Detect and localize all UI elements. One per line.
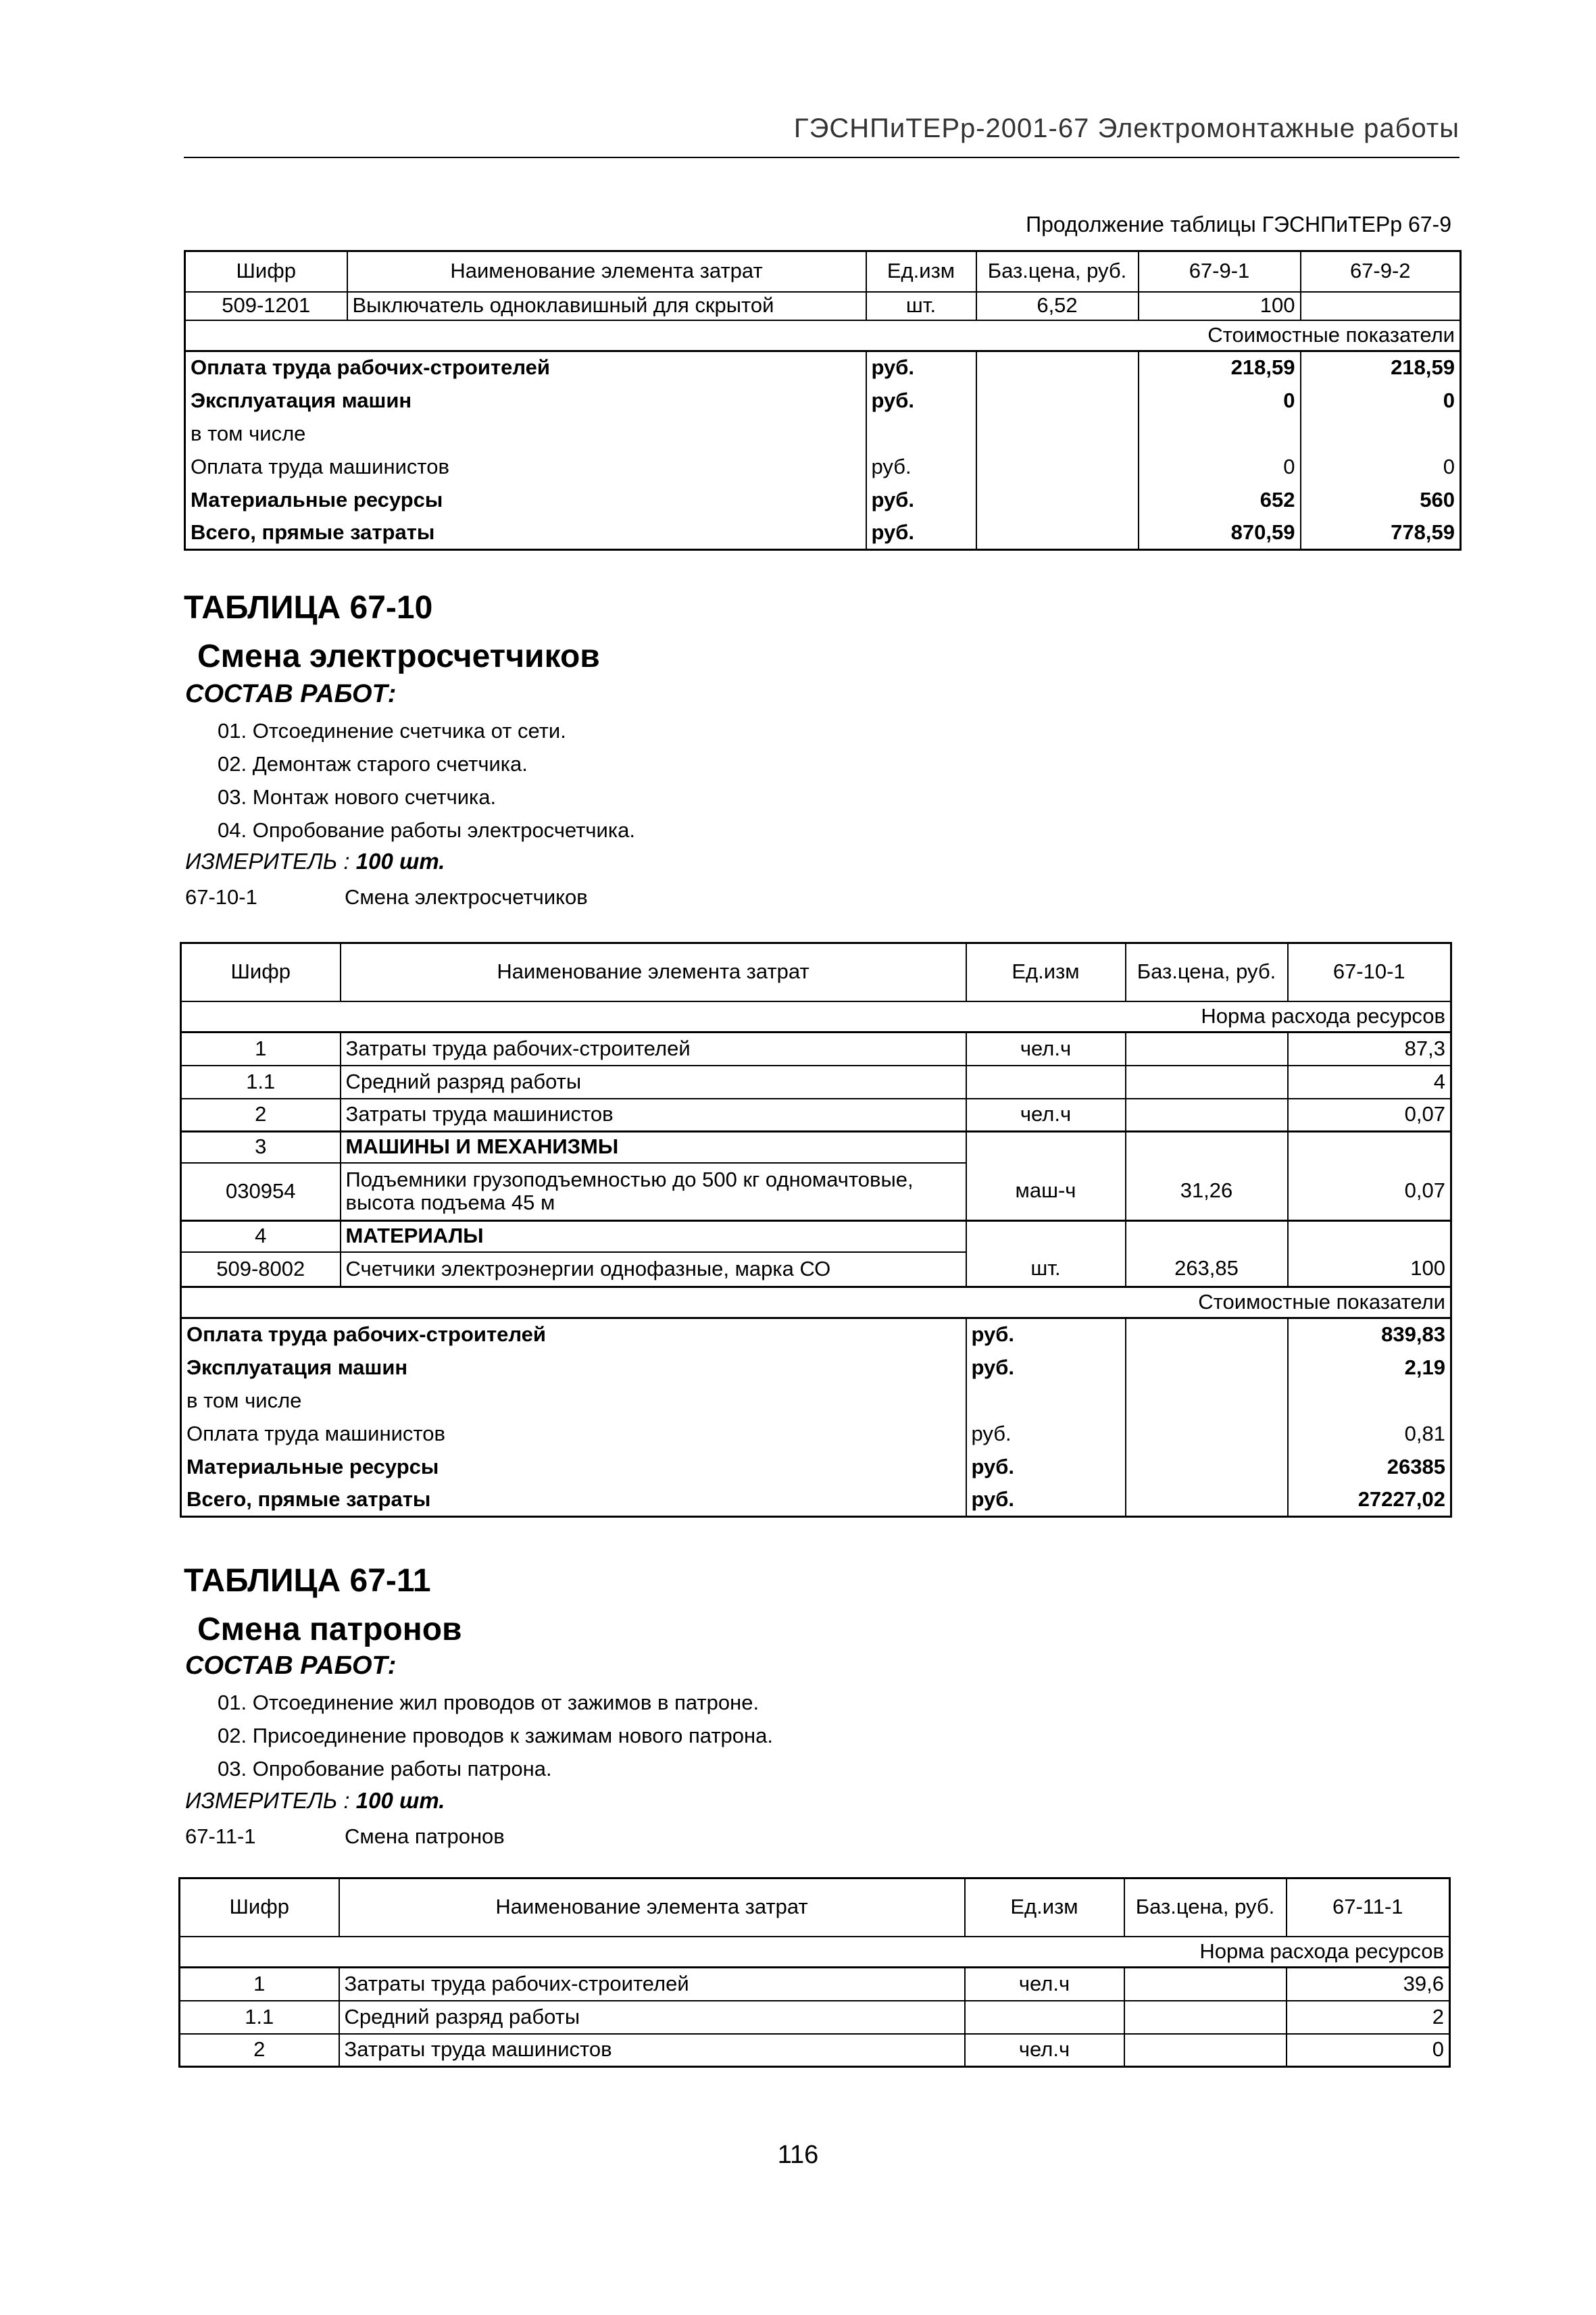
cost-label: Материальные ресурсы xyxy=(185,484,866,517)
cost-section-label: Стоимостные показатели xyxy=(185,320,1461,351)
cell-unit: шт. xyxy=(966,1252,1126,1287)
cost-unit xyxy=(866,418,976,451)
cost-value-2: 0 xyxy=(1301,384,1461,418)
cost-unit: руб. xyxy=(866,484,976,517)
col-header-unit: Ед.изм xyxy=(965,1878,1124,1937)
cost-label: Всего, прямые затраты xyxy=(181,1484,966,1517)
section-subtitle: Смена электросчетчиков xyxy=(197,639,600,674)
cost-value-1: 870,59 xyxy=(1139,517,1301,550)
cell-value xyxy=(1288,1221,1451,1252)
cell-value-1: 100 xyxy=(1139,292,1301,320)
table-row xyxy=(181,1221,1451,1252)
table-row xyxy=(181,1252,1451,1287)
table-row xyxy=(181,1163,1451,1221)
cell-name: МАШИНЫ И МЕХАНИЗМЫ xyxy=(341,1132,966,1163)
cost-value: 26385 xyxy=(1288,1451,1451,1484)
work-step: 02. Демонтаж старого счетчика. xyxy=(218,752,528,776)
norm-section-label: Норма расхода ресурсов xyxy=(180,1937,1450,1968)
col-header-price: Баз.цена, руб. xyxy=(1126,943,1288,1001)
cost-row xyxy=(181,1351,1451,1385)
cost-row xyxy=(181,1451,1451,1484)
cell-unit: чел.ч xyxy=(966,1099,1126,1132)
cell-unit xyxy=(966,1221,1126,1252)
cell-name: Подъемники грузоподъемностью до 500 кг одномачтовые, высота подъема 45 м xyxy=(341,1163,966,1221)
cost-value: 839,83 xyxy=(1288,1318,1451,1351)
cell-value-2 xyxy=(1301,292,1461,320)
cell-code: 2 xyxy=(181,1099,341,1132)
item-name: Смена патронов xyxy=(345,1824,505,1848)
cell-code: 1.1 xyxy=(180,2001,339,2034)
cost-unit: руб. xyxy=(966,1418,1126,1451)
cell-value: 39,6 xyxy=(1287,1968,1450,2001)
col-header-value: 67-11-1 xyxy=(1287,1878,1450,1937)
col-header-67-9-1: 67-9-1 xyxy=(1139,251,1301,292)
cost-unit: руб. xyxy=(866,451,976,484)
col-header-code: Шифр xyxy=(181,943,341,1001)
table-row xyxy=(181,1032,1451,1066)
cell-price xyxy=(1126,1099,1288,1132)
cost-row xyxy=(181,1318,1451,1351)
work-step: 03. Опробование работы патрона. xyxy=(218,1757,552,1781)
cell-code: 1.1 xyxy=(181,1066,341,1099)
col-header-code: Шифр xyxy=(180,1878,339,1937)
header-rule xyxy=(184,157,1460,158)
table-row xyxy=(181,1132,1451,1163)
cost-label: Оплата труда машинистов xyxy=(185,451,866,484)
cell-price xyxy=(1126,1032,1288,1066)
item-code: 67-10-1 xyxy=(185,885,257,909)
cell-name: Затраты труда рабочих-строителей xyxy=(339,1968,965,2001)
cell-name: Затраты труда машинистов xyxy=(339,2034,965,2067)
cost-label: Оплата труда рабочих-строителей xyxy=(185,351,866,384)
col-header-name: Наименование элемента затрат xyxy=(341,943,966,1001)
running-header: ГЭСНПиТЕРр-2001-67 Электромонтажные работы xyxy=(793,114,1460,143)
cost-value: 0,81 xyxy=(1288,1418,1451,1451)
item-name: Смена электросчетчиков xyxy=(345,885,588,909)
cost-unit: руб. xyxy=(866,351,976,384)
cost-value: 2,19 xyxy=(1288,1351,1451,1385)
cell-value: 4 xyxy=(1288,1066,1451,1099)
cost-value-2: 778,59 xyxy=(1301,517,1461,550)
measure-unit xyxy=(185,849,445,874)
cell-code: 4 xyxy=(181,1221,341,1252)
cell-price: 6,52 xyxy=(976,292,1139,320)
col-header-unit: Ед.изм xyxy=(866,251,976,292)
cost-label: Всего, прямые затраты xyxy=(185,517,866,550)
cell-name: Затраты труда рабочих-строителей xyxy=(341,1032,966,1066)
norm-section-label-row xyxy=(180,1937,1450,1968)
col-header-name: Наименование элемента затрат xyxy=(347,251,866,292)
table-67-9 xyxy=(184,250,1462,551)
cost-unit: руб. xyxy=(966,1451,1126,1484)
measure-unit xyxy=(185,1788,445,1814)
table-header-row xyxy=(181,943,1451,1001)
cost-value xyxy=(1288,1385,1451,1418)
cost-row xyxy=(185,351,1461,384)
cell-value: 100 xyxy=(1288,1252,1451,1287)
col-header-67-9-2: 67-9-2 xyxy=(1301,251,1461,292)
cost-row xyxy=(181,1385,1451,1418)
cost-label: Материальные ресурсы xyxy=(181,1451,966,1484)
table-header-row xyxy=(180,1878,1450,1937)
cost-section-label-row xyxy=(185,320,1461,351)
cell-price xyxy=(1124,2034,1287,2067)
cost-row xyxy=(185,451,1461,484)
cell-value xyxy=(1288,1132,1451,1163)
cost-unit: руб. xyxy=(866,517,976,550)
col-header-price: Баз.цена, руб. xyxy=(1124,1878,1287,1937)
cost-row xyxy=(185,384,1461,418)
table-row xyxy=(180,2034,1450,2067)
cost-section-label: Стоимостные показатели xyxy=(181,1287,1451,1318)
work-step: 03. Монтаж нового счетчика. xyxy=(218,785,497,809)
cell-code: 3 xyxy=(181,1132,341,1163)
cost-value-1: 218,59 xyxy=(1139,351,1301,384)
section-title: ТАБЛИЦА 67-11 xyxy=(184,1563,431,1599)
cell-price xyxy=(1126,1132,1288,1163)
cost-value-1 xyxy=(1139,418,1301,451)
col-header-unit: Ед.изм xyxy=(966,943,1126,1001)
work-step: 04. Опробование работы электросчетчика. xyxy=(218,818,635,842)
cost-label: в том числе xyxy=(185,418,866,451)
cost-unit: руб. xyxy=(966,1318,1126,1351)
measure-label: ИЗМЕРИТЕЛЬ : xyxy=(185,1788,350,1813)
col-header-name: Наименование элемента затрат xyxy=(339,1878,965,1937)
item-code: 67-11-1 xyxy=(185,1824,256,1848)
col-header-value: 67-10-1 xyxy=(1288,943,1451,1001)
table-row xyxy=(180,2001,1450,2034)
work-step: 02. Присоединение проводов к зажимам нового патрона. xyxy=(218,1724,773,1747)
table-67-10 xyxy=(180,942,1452,1518)
cost-label: Эксплуатация машин xyxy=(181,1351,966,1385)
cell-unit: чел.ч xyxy=(965,1968,1124,2001)
cost-row xyxy=(181,1484,1451,1517)
measure-label: ИЗМЕРИТЕЛЬ : xyxy=(185,849,350,874)
table-header-row xyxy=(185,251,1461,292)
cost-row xyxy=(185,418,1461,451)
cell-unit xyxy=(966,1132,1126,1163)
cell-code: 030954 xyxy=(181,1163,341,1221)
cell-unit: чел.ч xyxy=(966,1032,1126,1066)
cell-code: 509-8002 xyxy=(181,1252,341,1287)
cost-value-1: 0 xyxy=(1139,384,1301,418)
cell-price: 263,85 xyxy=(1126,1252,1288,1287)
cell-unit: чел.ч xyxy=(965,2034,1124,2067)
cell-code: 1 xyxy=(181,1032,341,1066)
cell-name: МАТЕРИАЛЫ xyxy=(341,1221,966,1252)
table-row xyxy=(181,1066,1451,1099)
col-header-code: Шифр xyxy=(185,251,347,292)
cost-row xyxy=(181,1418,1451,1451)
measure-value: 100 шт. xyxy=(355,1788,445,1813)
cell-name: Средний разряд работы xyxy=(341,1066,966,1099)
cell-code: 2 xyxy=(180,2034,339,2067)
cost-section-label-row xyxy=(181,1287,1451,1318)
cell-price xyxy=(1126,1066,1288,1099)
cost-value: 27227,02 xyxy=(1288,1484,1451,1517)
cell-unit: маш-ч xyxy=(966,1163,1126,1221)
norm-section-label: Норма расхода ресурсов xyxy=(181,1001,1451,1032)
table-67-11 xyxy=(178,1877,1451,2068)
cell-unit xyxy=(966,1066,1126,1099)
cost-value-2 xyxy=(1301,418,1461,451)
cell-name: Затраты труда машинистов xyxy=(341,1099,966,1132)
cost-value-1: 652 xyxy=(1139,484,1301,517)
cell-value: 2 xyxy=(1287,2001,1450,2034)
work-composition-label: СОСТАВ РАБОТ: xyxy=(185,1651,397,1680)
measure-value: 100 шт. xyxy=(355,849,445,874)
cell-code: 509-1201 xyxy=(185,292,347,320)
cell-value: 0 xyxy=(1287,2034,1450,2067)
cell-value: 0,07 xyxy=(1288,1099,1451,1132)
table-continuation-note: Продолжение таблицы ГЭСНПиТЕРр 67-9 xyxy=(1026,212,1451,237)
table-row xyxy=(180,1968,1450,2001)
cost-value-2: 0 xyxy=(1301,451,1461,484)
cost-label: в том числе xyxy=(181,1385,966,1418)
cost-value-2: 560 xyxy=(1301,484,1461,517)
cell-name: Счетчики электроэнергии однофазные, марка СО xyxy=(341,1252,966,1287)
cell-price xyxy=(1124,1968,1287,2001)
section-subtitle: Смена патронов xyxy=(197,1612,462,1647)
section-title: ТАБЛИЦА 67-10 xyxy=(184,590,433,626)
table-row xyxy=(185,292,1461,320)
cell-value: 0,07 xyxy=(1288,1163,1451,1221)
cost-unit xyxy=(966,1385,1126,1418)
cell-value: 87,3 xyxy=(1288,1032,1451,1066)
cost-unit: руб. xyxy=(966,1484,1126,1517)
cell-price: 31,26 xyxy=(1126,1163,1288,1221)
cost-label: Эксплуатация машин xyxy=(185,384,866,418)
page-number: 116 xyxy=(777,2141,819,2169)
work-step: 01. Отсоединение жил проводов от зажимов в патроне. xyxy=(218,1691,759,1714)
cell-price xyxy=(1124,2001,1287,2034)
cost-unit: руб. xyxy=(966,1351,1126,1385)
cost-value-2: 218,59 xyxy=(1301,351,1461,384)
cell-code: 1 xyxy=(180,1968,339,2001)
table-row xyxy=(181,1099,1451,1132)
norm-section-label-row xyxy=(181,1001,1451,1032)
cell-name: Средний разряд работы xyxy=(339,2001,965,2034)
cost-row xyxy=(185,484,1461,517)
col-header-price: Баз.цена, руб. xyxy=(976,251,1139,292)
cost-label: Оплата труда рабочих-строителей xyxy=(181,1318,966,1351)
work-step: 01. Отсоединение счетчика от сети. xyxy=(218,719,566,743)
cost-unit: руб. xyxy=(866,384,976,418)
cell-price xyxy=(1126,1221,1288,1252)
cell-unit: шт. xyxy=(866,292,976,320)
cost-row xyxy=(185,517,1461,550)
cost-label: Оплата труда машинистов xyxy=(181,1418,966,1451)
work-composition-label: СОСТАВ РАБОТ: xyxy=(185,680,397,708)
cost-value-1: 0 xyxy=(1139,451,1301,484)
cell-name: Выключатель одноклавишный для скрытой xyxy=(347,292,866,320)
cell-unit xyxy=(965,2001,1124,2034)
